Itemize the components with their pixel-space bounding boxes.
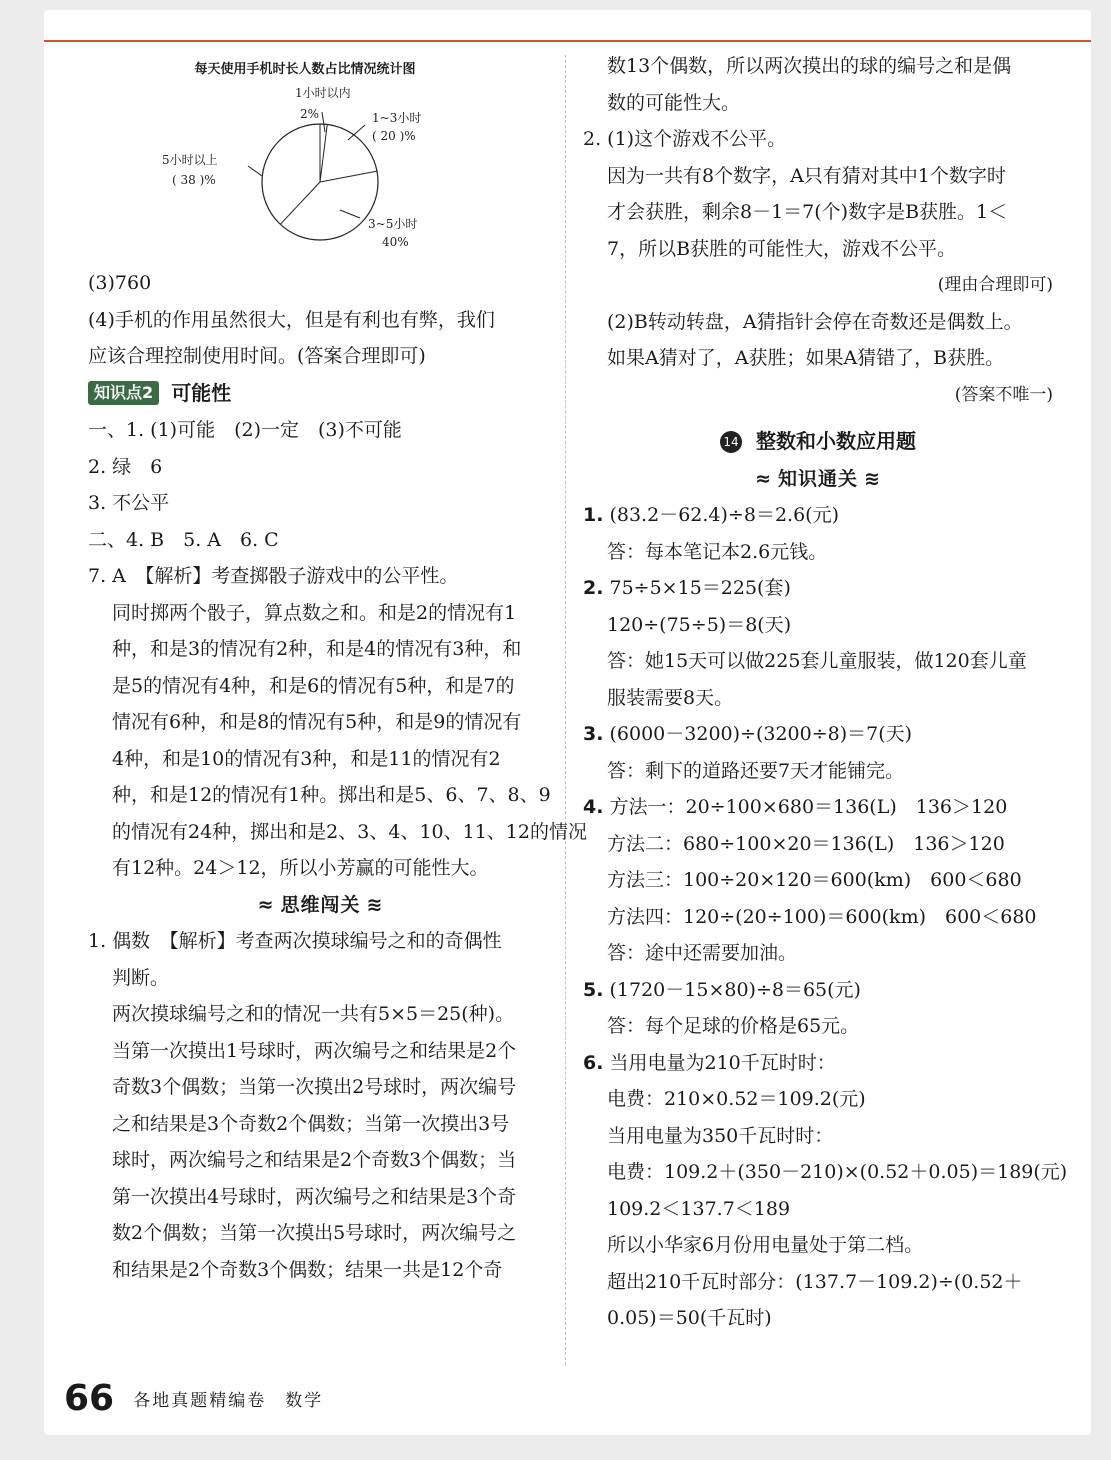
answer-text: 答：她15天可以做225套儿童服装，做120套儿童: [607, 650, 1027, 672]
question-number: 2.: [583, 577, 604, 599]
question-number: 3.: [583, 723, 604, 745]
answer-4-line: 应该合理控制使用时间。(答案合理即可): [88, 345, 426, 367]
answer-text: 答：每个足球的价格是65元。: [607, 1015, 860, 1037]
answer-text: 方法一：20÷100×680＝136(L) 136＞120: [609, 796, 1008, 818]
answer-text: (83.2－62.4)÷8＝2.6(元): [609, 504, 839, 526]
question-line: 3. 不公平: [88, 492, 170, 514]
answer-text: 0.05)＝50(千瓦时): [607, 1307, 772, 1329]
answer-line: [583, 935, 1053, 972]
answer-line: [583, 1154, 1068, 1191]
answer-3: (3)760: [88, 272, 152, 294]
answer-text: 75÷5×15＝225(套): [609, 577, 791, 599]
unit-header: [583, 423, 1053, 461]
answer-text: (1720－15×80)÷8＝65(元): [609, 978, 861, 1001]
answer-line: [583, 1045, 1053, 1082]
section-header: [88, 375, 553, 413]
pie-chart: [150, 80, 450, 260]
explanation-line: 因为一共有8个数字，A只有猜对其中1个数字时: [607, 164, 1006, 187]
answer-text: 120÷(75÷5)＝8(天): [607, 613, 792, 636]
answer-text: 电费：210×0.52＝109.2(元): [607, 1088, 866, 1110]
answer-text: 答：剩下的道路还要7天才能铺完。: [607, 759, 905, 782]
subsection-title: ≈ 思维闯关 ≋: [257, 893, 384, 916]
explanation-line: 两次摸球编号之和的情况一共有5×5＝25(种)。: [112, 1003, 515, 1025]
question-line: 7. A 【解析】考查掷骰子游戏中的公平性。: [88, 565, 459, 587]
answer-line: [583, 570, 1053, 607]
explanation-line: 同时掷两个骰子，算点数之和。和是2的情况有1: [112, 601, 517, 624]
answer-text: 服装需要8天。: [607, 686, 734, 709]
answer-text: 109.2＜137.7＜189: [607, 1197, 791, 1220]
explanation-line: 球时，两次编号之和结果是2个奇数3个偶数；当: [112, 1149, 517, 1171]
answer-line: [583, 1264, 1053, 1301]
explanation-line: 如果A猜对了，A获胜；如果A猜错了，B获胜。: [607, 347, 1005, 369]
answer-line: [583, 1191, 1053, 1228]
answer-line: [583, 899, 1053, 936]
explanation-line: 判断。: [112, 966, 170, 989]
answer-line: [583, 607, 1053, 644]
explanation-line: 第一次摸出4号球时，两次编号之和结果是3个奇: [112, 1185, 517, 1208]
pie-slice-edge: [320, 171, 377, 182]
explanation-line: 数2个偶数；当第一次摸出5号球时，两次编号之: [112, 1222, 517, 1244]
left-column: [88, 265, 587, 1288]
answer-line: [583, 1008, 1053, 1045]
answer-line: [583, 753, 1053, 790]
explanation-line: 4种，和是10的情况有3种，和是11的情况有2: [112, 747, 501, 770]
slice-label: 1小时以内: [295, 86, 351, 100]
question-line: 二、4. B 5. A 6. C: [88, 528, 279, 551]
explanation-line: 情况有6种，和是8的情况有5种，和是9的情况有: [112, 711, 522, 733]
answer-line: [583, 1300, 1053, 1337]
slice-label: 1~3小时: [372, 111, 422, 125]
page-footer: [64, 1378, 323, 1419]
slice-value: ( 20 )%: [372, 129, 416, 143]
question-line: 1. 偶数 【解析】考查两次摸球编号之和的奇偶性: [88, 930, 502, 952]
slice-value: 40%: [382, 235, 409, 249]
subsection-title: ≈ 知识通关 ≋: [755, 467, 881, 490]
explanation-line: 当第一次摸出1号球时，两次编号之和结果是2个: [112, 1039, 517, 1062]
explanation-line: 7，所以B获胜的可能性大，游戏不公平。: [607, 237, 957, 260]
answer-line: [583, 534, 1053, 571]
answer-line: [583, 1227, 1053, 1264]
answer-line: [583, 1118, 1053, 1155]
answer-text: 电费：109.2＋(350－210)×(0.52＋0.05)＝189(元): [607, 1161, 1068, 1183]
explanation-line: 和结果是2个奇数3个偶数；结果一共是12个奇: [112, 1258, 503, 1281]
explanation-line: 奇数3个偶数；当第一次摸出2号球时，两次编号: [112, 1076, 517, 1098]
answer-line: [583, 862, 1053, 899]
explanation-line: 的情况有24种，掷出和是2、3、4、10、11、12的情况: [112, 820, 587, 843]
slice-value: 2%: [300, 107, 320, 121]
slice-label: 5小时以上: [162, 153, 218, 167]
answer-4-line: (4)手机的作用虽然很大，但是有利也有弊，我们: [88, 308, 495, 331]
answer-list: [583, 497, 1068, 1337]
top-rule: [44, 40, 1091, 42]
answer-line: [583, 826, 1053, 863]
slice-value: ( 38 )%: [172, 173, 216, 187]
answer-text: 当用电量为210千瓦时时：: [609, 1051, 836, 1074]
leader-line: [322, 112, 325, 132]
answer-line: [583, 972, 1053, 1009]
leader-line: [248, 166, 262, 176]
explanation-line: 是5的情况有4种，和是6的情况有5种，和是7的: [112, 674, 515, 697]
answer-line: [583, 716, 1053, 753]
explanation-line: 才会获胜，剩余8－1＝7(个)数字是B获胜。1＜: [607, 201, 1008, 223]
question-line: 2. 绿 6: [88, 455, 163, 478]
section-tag: 知识点2: [88, 381, 159, 405]
answer-text: 方法三：100÷20×120＝600(km) 600＜680: [607, 869, 1022, 891]
question-number: 1.: [583, 504, 604, 526]
answer-text: 当用电量为350千瓦时时：: [607, 1124, 834, 1147]
answer-line: [583, 643, 1053, 680]
answer-text: 答：每本笔记本2.6元钱。: [607, 540, 828, 563]
question-line: 2. (1)这个游戏不公平。: [583, 128, 787, 150]
unit-badge: 14: [720, 431, 742, 453]
answer-text: 方法四：120÷(20÷100)＝600(km) 600＜680: [607, 905, 1037, 928]
page-number: 66: [64, 1378, 115, 1419]
answer-line: [583, 497, 1053, 534]
answer-note: (答案不唯一): [954, 384, 1053, 405]
pie-slice-edge: [320, 124, 327, 182]
unit-title: 整数和小数应用题: [756, 429, 917, 453]
section-title: 可能性: [171, 380, 232, 405]
chart-title: 每天使用手机时长人数占比情况统计图: [194, 62, 416, 77]
slice-label: 3~5小时: [368, 217, 418, 231]
explanation-line: (2)B转动转盘，A猜指针会停在奇数还是偶数上。: [607, 310, 1023, 333]
question-line: 一、1. (1)可能 (2)一定 (3)不可能: [88, 419, 402, 441]
question-number: 6.: [583, 1051, 604, 1074]
book-title: 各地真题精编卷 数学: [133, 1391, 324, 1411]
explanation-line: 种，和是12的情况有1种。掷出和是5、6、7、8、9: [112, 784, 551, 806]
answer-text: 超出210千瓦时部分：(137.7－109.2)÷(0.52＋: [607, 1270, 1023, 1293]
question-number: 4.: [583, 796, 604, 818]
explanation-line: 数13个偶数，所以两次摸出的球的编号之和是偶: [607, 55, 1012, 77]
answer-text: (6000－3200)÷(3200÷8)＝7(天): [609, 723, 913, 745]
answer-line: [583, 680, 1053, 717]
pie-slice-edge: [280, 182, 320, 224]
answer-note: (理由合理即可): [937, 275, 1053, 295]
explanation-line: 种，和是3的情况有2种，和是4的情况有3种，和: [112, 638, 522, 660]
explanation-line: 之和结果是3个奇数2个偶数；当第一次摸出3号: [112, 1112, 510, 1135]
question-number: 5.: [583, 978, 604, 1001]
answer-line: [583, 1081, 1053, 1118]
leader-line: [340, 210, 360, 218]
answer-text: 答：途中还需要加油。: [607, 942, 798, 964]
column-divider: [565, 55, 566, 1365]
right-column: [583, 48, 1068, 1337]
answer-text: 所以小华家6月份用电量处于第二档。: [607, 1234, 924, 1256]
explanation-line: 有12种。24＞12，所以小芳赢的可能性大。: [112, 857, 489, 879]
answer-text: 方法二：680÷100×20＝136(L) 136＞120: [607, 832, 1005, 855]
explanation-line: 数的可能性大。: [607, 91, 741, 114]
answer-line: [583, 789, 1053, 826]
